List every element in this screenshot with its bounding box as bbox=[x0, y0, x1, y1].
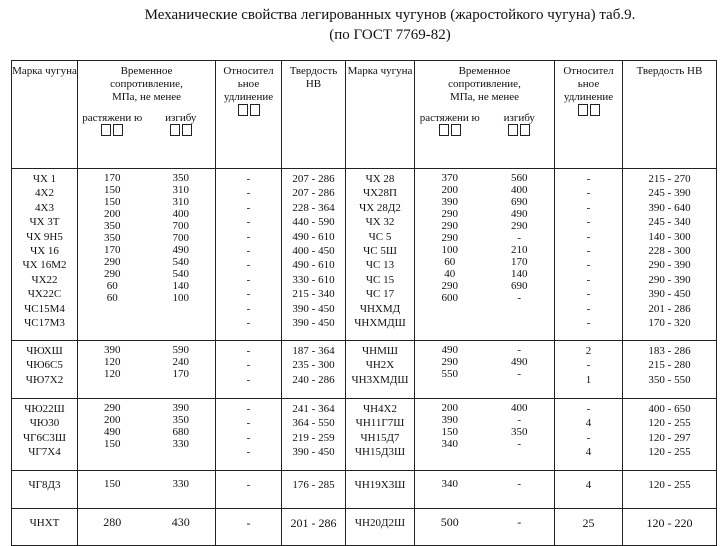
elongation-cell: - - - - bbox=[216, 399, 282, 471]
strength-cell bbox=[415, 169, 555, 341]
strength-cell bbox=[78, 169, 216, 341]
grade-cell: ЧЮ22Ш ЧЮ30 ЧГ6С3Ш ЧГ7Х4 bbox=[12, 399, 78, 471]
header-row bbox=[12, 61, 717, 169]
missing-glyph-icon bbox=[182, 124, 192, 136]
elongation-cell: - - - bbox=[216, 341, 282, 399]
elongation-cell: - bbox=[216, 509, 282, 546]
grade-cell: ЧХ 1 4Х2 4Х3 ЧХ 3Т ЧХ 9Н5 ЧХ 16 ЧХ 16М2 ЧХ22 ЧХ22С ЧС15М4 ЧС17М3 bbox=[12, 169, 78, 341]
elongation-cell: 4 bbox=[555, 471, 623, 509]
missing-glyph-icon bbox=[439, 124, 449, 136]
strength-cell bbox=[78, 471, 216, 509]
grade-cell: ЧН4Х2 ЧН11Г7Ш ЧН15Д7 ЧН15Д3Ш bbox=[346, 399, 415, 471]
elongation-cell: 25 bbox=[555, 509, 623, 546]
bending-values: 330 bbox=[172, 478, 189, 490]
tension-values: 290 200 490 150 bbox=[104, 402, 121, 450]
missing-glyph-icon bbox=[170, 124, 180, 136]
missing-glyph-icon bbox=[508, 124, 518, 136]
tension-values: 500 bbox=[440, 515, 459, 529]
missing-glyph-icon bbox=[520, 124, 530, 136]
grade-cell: ЧН19Х3Ш bbox=[346, 471, 415, 509]
missing-glyph-icon bbox=[590, 104, 600, 116]
col-strength-header-2: Временное сопротивление, МПа, не менее растяжени ю изгибу bbox=[415, 61, 555, 169]
hardness-cell: 120 - 255 bbox=[623, 471, 717, 509]
strength-cell bbox=[78, 341, 216, 399]
missing-glyph-icon bbox=[578, 104, 588, 116]
grade-cell: ЧНХТ bbox=[12, 509, 78, 546]
strength-cell bbox=[415, 399, 555, 471]
missing-glyph-icon bbox=[250, 104, 260, 116]
hardness-cell: 215 - 270 245 - 390 390 - 640 245 - 340 140 - 300 228 - 300 290 - 390 290 - 390 390 - 450 201 - 286 170 - 320 bbox=[623, 169, 717, 341]
tension-values: 340 bbox=[441, 478, 458, 490]
missing-glyph-icon bbox=[113, 124, 123, 136]
elongation-cell: - - - - - - - - - - - bbox=[216, 169, 282, 341]
tension-values: 370 200 390 290 290 290 100 60 40 290 600 bbox=[441, 172, 458, 304]
grade-cell: ЧН20Д2Ш bbox=[346, 509, 415, 546]
bending-values: - bbox=[517, 478, 522, 490]
missing-glyph-icon bbox=[101, 124, 111, 136]
tension-subheader: растяжени ю bbox=[78, 112, 147, 137]
strength-cell bbox=[415, 471, 555, 509]
hardness-cell: 120 - 220 bbox=[623, 509, 717, 546]
elongation-cell: - bbox=[216, 471, 282, 509]
bending-values: - bbox=[517, 515, 522, 529]
hardness-cell: 201 - 286 bbox=[282, 509, 346, 546]
strength-cell bbox=[78, 399, 216, 471]
elongation-cell: - - - - - - - - - - - bbox=[555, 169, 623, 341]
cast-iron-properties-table bbox=[11, 60, 717, 546]
grade-cell: ЧЮХШ ЧЮ6С5 ЧЮ7Х2 bbox=[12, 341, 78, 399]
bending-values: 430 bbox=[171, 515, 190, 529]
table-row-group-2 bbox=[12, 341, 717, 399]
col-grade-header: Марка чугуна bbox=[12, 61, 78, 169]
hardness-cell: 400 - 650 120 - 255 120 - 297 120 - 255 bbox=[623, 399, 717, 471]
grade-cell: ЧГ8Д3 bbox=[12, 471, 78, 509]
col-strength-header: Временное сопротивление, МПа, не менее растяжени ю изгибу bbox=[78, 61, 216, 169]
hardness-cell: 183 - 286 215 - 280 350 - 550 bbox=[623, 341, 717, 399]
bending-values: - 490 - bbox=[511, 344, 528, 380]
col-hardness-header: Твердость НВ bbox=[282, 61, 346, 169]
tension-values: 200 390 150 340 bbox=[441, 402, 458, 450]
bending-values: 560 400 690 490 290 - 210 170 140 690 - bbox=[511, 172, 528, 304]
col-elongation-header-2: Относител ьное удлинение bbox=[555, 61, 623, 169]
bending-subheader: изгибу bbox=[147, 112, 216, 137]
tension-values: 280 bbox=[103, 515, 122, 529]
tension-values: 490 290 550 bbox=[441, 344, 458, 380]
hardness-cell: 187 - 364 235 - 300 240 - 286 bbox=[282, 341, 346, 399]
missing-glyph-icon bbox=[238, 104, 248, 116]
table-row-group-3 bbox=[12, 399, 717, 471]
tension-values: 150 bbox=[104, 478, 121, 490]
hardness-cell: 176 - 285 bbox=[282, 471, 346, 509]
hardness-cell: 241 - 364 364 - 550 219 - 259 390 - 450 bbox=[282, 399, 346, 471]
tension-values: 170 150 150 200 350 350 170 290 290 60 60 bbox=[104, 172, 121, 304]
col-elongation-header: Относител ьное удлинение bbox=[216, 61, 282, 169]
bending-values: 400 - 350 - bbox=[511, 402, 528, 450]
grade-cell: ЧНМШ ЧН2Х ЧН3ХМДШ bbox=[346, 341, 415, 399]
tension-values: 390 120 120 bbox=[104, 344, 121, 380]
col-grade-header-2: Марка чугуна bbox=[346, 61, 415, 169]
bending-subheader-2: изгибу bbox=[485, 112, 555, 137]
table-row-group-1 bbox=[12, 169, 717, 341]
bending-values: 590 240 170 bbox=[172, 344, 189, 380]
bending-values: 350 310 310 400 700 700 490 540 540 140 100 bbox=[172, 172, 189, 304]
elongation-cell: 2 - 1 bbox=[555, 341, 623, 399]
col-hardness-header-2: Твердость НВ bbox=[623, 61, 717, 169]
table-row-group-4 bbox=[12, 471, 717, 509]
bending-values: 390 350 680 330 bbox=[172, 402, 189, 450]
document-subtitle: (по ГОСТ 7769-82) bbox=[329, 27, 451, 43]
strength-cell bbox=[415, 341, 555, 399]
missing-glyph-icon bbox=[451, 124, 461, 136]
document-title: Механические свойства легированных чугунов (жаростойкого чугуна) таб.9. bbox=[144, 7, 636, 23]
tension-subheader-2: растяжени ю bbox=[415, 112, 485, 137]
elongation-cell: - 4 - 4 bbox=[555, 399, 623, 471]
grade-cell: ЧХ 28 ЧХ28П ЧХ 28Д2 ЧХ 32 ЧС 5 ЧС 5Ш ЧС 13 ЧС 15 ЧС 17 ЧНХМД ЧНХМДШ bbox=[346, 169, 415, 341]
hardness-cell: 207 - 286 207 - 286 228 - 364 440 - 590 490 - 610 400 - 450 490 - 610 330 - 610 215 - 340 390 - 450 390 - 450 bbox=[282, 169, 346, 341]
